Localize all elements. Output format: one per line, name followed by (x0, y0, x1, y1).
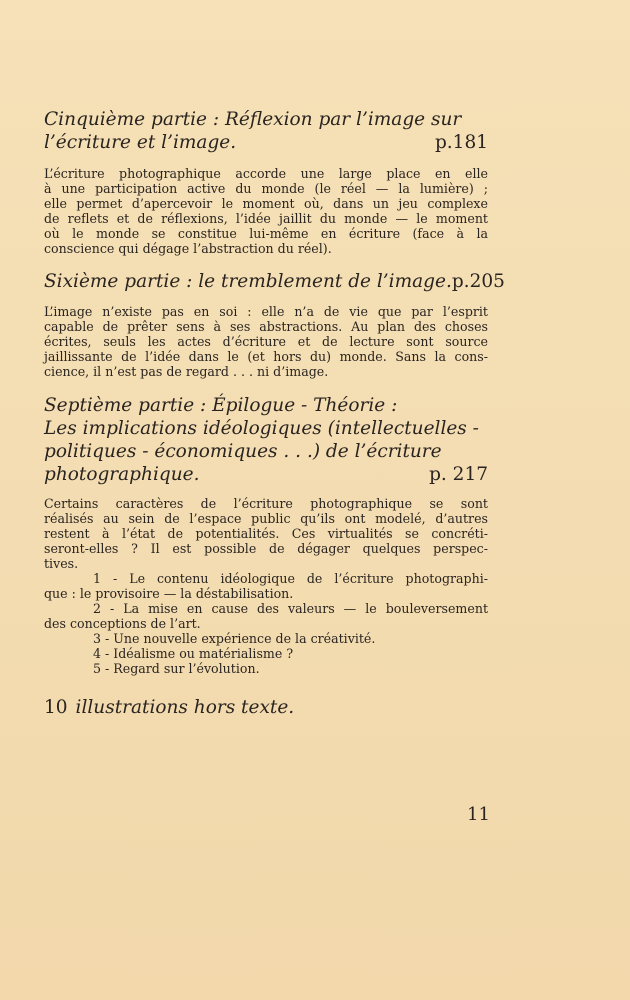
section-page-reference: p.181 (434, 132, 488, 153)
list-item-continuation-line: des conceptions de l’art. (44, 616, 201, 631)
section-title-line: politiques - économiques . . .) de l’écriture (44, 441, 442, 462)
section-summary-fifth-part (44, 166, 488, 256)
summary-line: capable de prêter sens à ses abstractions. Au plan des choses (44, 319, 488, 334)
summary-line: restent à l’état de potentialités. Ces virtualités se concréti- (44, 526, 488, 541)
summary-line: seront-elles ? Il est possible de dégager quelques perspec- (44, 541, 488, 556)
table-of-contents-content (44, 108, 505, 719)
section-title-line: Sixième partie : le tremblement de l’image. (44, 271, 452, 292)
list-item-continuation-line: que : le provisoire — la déstabilisation. (44, 586, 294, 601)
summary-line: jaillissante de l’idée dans le (et hors du) monde. Sans la cons- (44, 349, 488, 364)
section-title-line-with-page (44, 463, 488, 486)
section-title-line: Les implications idéologiques (intellectuelles - (44, 418, 479, 439)
section-title-line: photographique. (44, 464, 200, 485)
section-title-sixth-part (44, 270, 505, 293)
illustrations-note (44, 696, 488, 719)
list-item (44, 571, 488, 601)
section-page-reference: p.205 (451, 271, 505, 292)
list-item-main-line: 5 - Regard sur l’évolution. (93, 661, 260, 676)
list-item (44, 601, 488, 631)
list-item-main-line: 2 - La mise en cause des valeurs — le bouleversement (93, 601, 488, 616)
summary-line: L’image n’existe pas en soi : elle n’a de vie que par l’esprit (44, 304, 488, 319)
section-title-line: l’écriture et l’image. (44, 132, 237, 153)
summary-line: de reflets et de réflexions, l’idée jaillit du monde — le moment (44, 211, 488, 226)
section-title-seventh-part (44, 394, 488, 486)
summary-line: cience, il n’est pas de regard . . . ni d’image. (44, 364, 329, 379)
illustrations-label: illustrations hors texte. (75, 697, 295, 718)
list-item-main-line: 1 - Le contenu idéologique de l’écriture photographi- (93, 571, 488, 586)
perspectives-list (44, 571, 488, 676)
summary-line: écrites, seuls les actes d’écriture et de lecture sont source (44, 334, 488, 349)
list-item (44, 646, 488, 661)
summary-line: L’écriture photographique accorde une large place en elle (44, 166, 488, 181)
page-number: 11 (467, 804, 490, 825)
section-page-reference: p. 217 (429, 464, 488, 485)
summary-line: conscience qui dégage l’abstraction du réel). (44, 241, 332, 256)
list-item (44, 631, 488, 646)
section-title-fifth-part (44, 108, 488, 154)
summary-line: elle permet d’apercevoir le moment où, dans un jeu complexe (44, 196, 488, 211)
summary-line: Certains caractères de l’écriture photographique se sont (44, 496, 488, 511)
section-summary-seventh-part (44, 496, 488, 571)
list-item (44, 661, 488, 676)
summary-line: à une participation active du monde (le réel — la lumière) ; (44, 181, 488, 196)
summary-line: où le monde se constitue lui-même en écriture (face à la (44, 226, 488, 241)
section-summary-sixth-part (44, 304, 488, 379)
section-title-line-with-page (44, 131, 488, 154)
section-title-line: Septième partie : Épilogue - Théorie : (44, 395, 398, 416)
section-title-line: Cinquième partie : Réflexion par l’image sur (44, 109, 462, 130)
summary-line: tives. (44, 556, 79, 571)
summary-line: réalisés au sein de l’espace public qu’ils ont modelé, d’autres (44, 511, 488, 526)
section-title-line-with-page (44, 270, 505, 293)
list-item-main-line: 3 - Une nouvelle expérience de la créativité. (93, 631, 376, 646)
illustrations-count: 10 (44, 697, 68, 718)
list-item-main-line: 4 - Idéalisme ou matérialisme ? (93, 646, 294, 661)
